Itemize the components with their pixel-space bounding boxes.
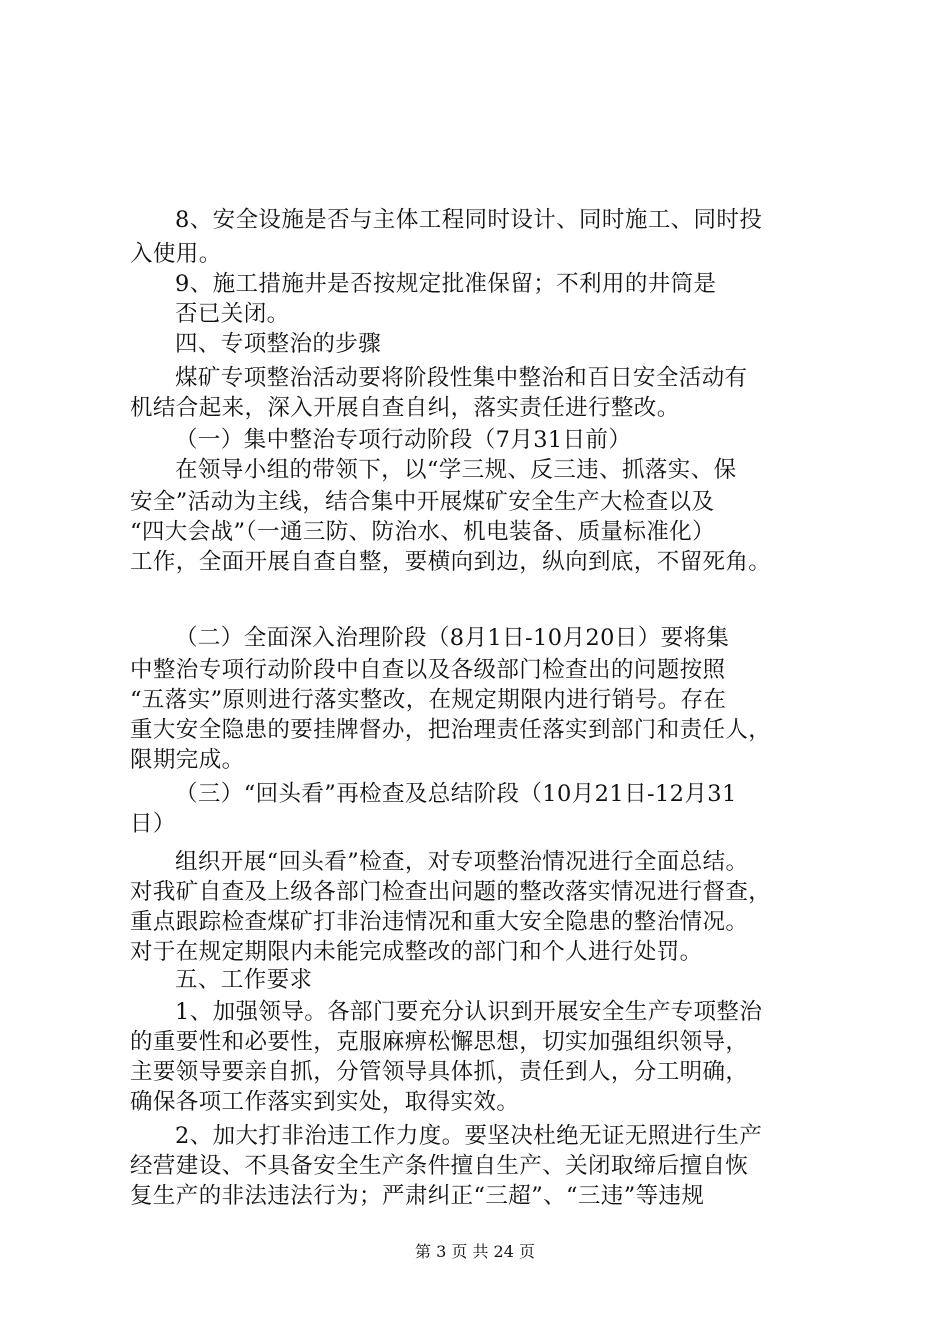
text-line: 中整治专项行动阶段中自查以及各级部门检查出的问题按照 bbox=[130, 657, 726, 683]
text-line: 确保各项工作落实到实处，取得实效。 bbox=[130, 1089, 520, 1115]
text-line: 复生产的非法违法行为；严肃纠正“三超”、“三违”等违规 bbox=[130, 1183, 705, 1209]
text-line: 经营建设、不具备安全生产条件擅自生产、关闭取缔后擅自恢 bbox=[130, 1153, 749, 1179]
section-heading: 四、专项整治的步骤 bbox=[175, 331, 382, 357]
text-line: 限期完成。 bbox=[130, 747, 245, 773]
text-line: 工作，全面开展自查自整，要横向到边，纵向到底，不留死角。 bbox=[130, 549, 772, 575]
text-line: “四大会战”（一通三防、防治水、机电装备、质量标准化） bbox=[130, 519, 716, 545]
subsection-heading: （一）集中整治专项行动阶段（7月31日前） bbox=[175, 427, 632, 453]
text-line: 8、安全设施是否与主体工程同时设计、同时施工、同时投 bbox=[175, 207, 763, 233]
text-line: “五落实”原则进行落实整改，在规定期限内进行销号。存在 bbox=[130, 687, 727, 713]
text-line: 重点跟踪检查煤矿打非治违情况和重大安全隐患的整治情况。 bbox=[130, 909, 749, 935]
section-heading: 五、工作要求 bbox=[175, 967, 313, 993]
text-line: 的重要性和必要性，克服麻痹松懈思想，切实加强组织领导， bbox=[130, 1029, 749, 1055]
text-line: 在领导小组的带领下，以“学三规、反三违、抓落实、保 bbox=[175, 457, 737, 483]
text-line: 否已关闭。 bbox=[175, 301, 290, 327]
text-line: 9、施工措施井是否按规定批准保留；不利用的井筒是 bbox=[175, 271, 717, 297]
text-line: 煤矿专项整治活动要将阶段性集中整治和百日安全活动有 bbox=[175, 365, 748, 391]
text-line: 日） bbox=[130, 811, 176, 837]
text-line: 1、加强领导。各部门要充分认识到开展安全生产专项整治 bbox=[175, 999, 763, 1025]
text-line: 组织开展“回头看”检查，对专项整治情况进行全面总结。 bbox=[175, 849, 749, 875]
page-number-footer: 第 3 页 共 24 页 bbox=[415, 1242, 535, 1261]
text-line: 重大安全隐患的要挂牌督办，把治理责任落实到部门和责任人， bbox=[130, 717, 772, 743]
text-line: 安全”活动为主线，结合集中开展煤矿安全生产大检查以及 bbox=[130, 489, 715, 515]
text-line: 主要领导要亲自抓，分管领导具体抓，责任到人，分工明确， bbox=[130, 1059, 749, 1085]
text-line: 机结合起来，深入开展自查自纠，落实责任进行整改。 bbox=[130, 395, 680, 421]
text-line: 入使用。 bbox=[130, 241, 222, 267]
text-line: 对我矿自查及上级各部门检查出问题的整改落实情况进行督查， bbox=[130, 879, 772, 905]
subsection-heading: （三）“回头看”再检查及总结阶段（10月21日-12月31 bbox=[175, 781, 737, 807]
text-line: 2、加大打非治违工作力度。要坚决杜绝无证无照进行生产 bbox=[175, 1123, 763, 1149]
text-line: 对于在规定期限内未能完成整改的部门和个人进行处罚。 bbox=[130, 939, 703, 965]
subsection-heading: （二）全面深入治理阶段（8月1日-10月20日）要将集 bbox=[175, 625, 730, 651]
